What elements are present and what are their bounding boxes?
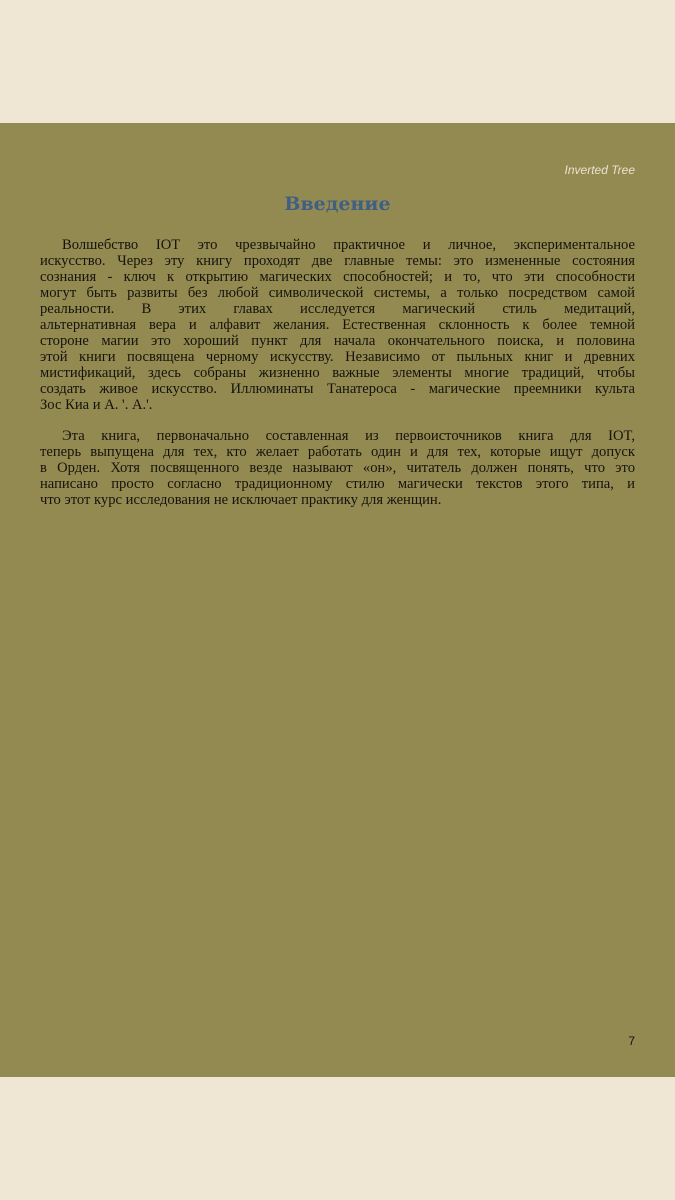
paragraph-1 <box>40 237 635 413</box>
page-number: 7 <box>628 1034 635 1048</box>
text-line: Эта книга, первоначально составленная из первоисточников книга для IOT, <box>62 428 635 444</box>
top-margin-band <box>0 0 675 123</box>
text-line: могут быть развиты без любой символической системы, а только посредством самой <box>40 285 635 301</box>
running-header: Inverted Tree <box>564 163 635 177</box>
text-line: Волшебство IOT это чрезвычайно практичное и личное, экспериментальное <box>62 237 635 253</box>
bottom-margin-band <box>0 1077 675 1200</box>
text-line: теперь выпущена для тех, кто желает работать один и для тех, которые ищут допуск <box>40 444 635 460</box>
text-line: этой книги посвящена черному искусству. Независимо от пыльных книг и древних <box>40 349 635 365</box>
paragraph-2 <box>40 428 635 508</box>
text-line: что этот курс исследования не исключает практику для женщин. <box>40 492 442 508</box>
text-line: реальности. В этих главах исследуется магический стиль медитаций, <box>40 301 635 317</box>
chapter-title: Введение <box>284 193 391 215</box>
text-line: альтернативная вера и алфавит желания. Естественная склонность к более темной <box>40 317 635 333</box>
text-line: Зос Киа и А. '. А.'. <box>40 397 153 413</box>
text-line: в Орден. Хотя посвященного везде называют «он», читатель должен понять, что это <box>40 460 635 476</box>
text-line: создать живое искусство. Иллюминаты Танатероса - магические преемники культа <box>40 381 635 397</box>
book-page <box>0 123 675 1077</box>
text-line: сознания - ключ к открытию магических способностей; и то, что эти способности <box>40 269 635 285</box>
text-line: мистификаций, здесь собраны жизненно важные элементы многие традиций, чтобы <box>40 365 635 381</box>
text-line: искусство. Через эту книгу проходят две главные темы: это измененные состояния <box>40 253 635 269</box>
text-line: написано просто согласно традиционному стилю магически текстов этого типа, и <box>40 476 635 492</box>
text-line: стороне магии это хороший пункт для начала окончательного поиска, и половина <box>40 333 635 349</box>
